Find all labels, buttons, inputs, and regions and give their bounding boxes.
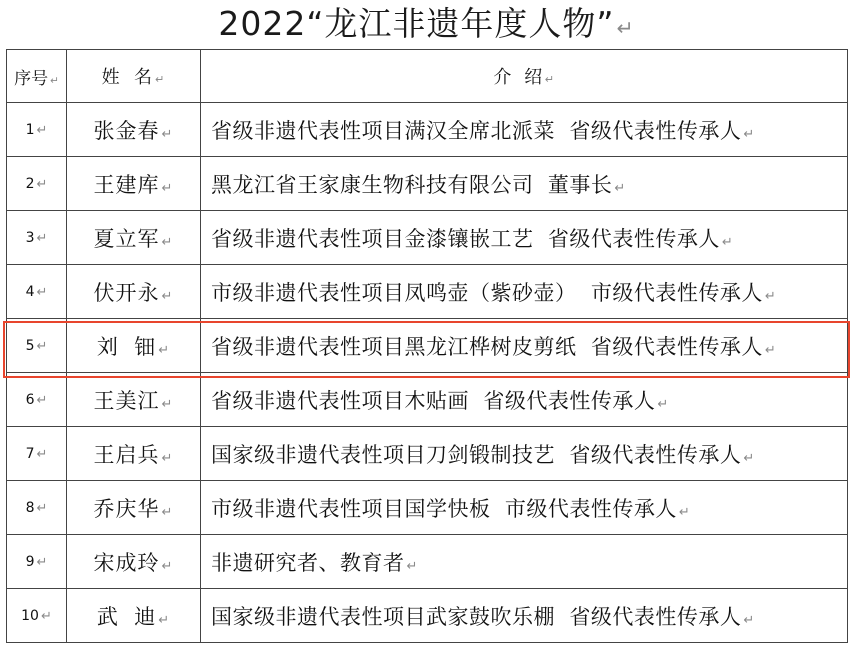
person-name-text: 宋成玲 xyxy=(93,550,160,575)
person-description-text: 省级非遗代表性项目黑龙江桦树皮剪纸 省级代表性传承人 xyxy=(211,334,763,359)
person-description-text: 国家级非遗代表性项目刀剑锻制技艺 省级代表性传承人 xyxy=(211,442,742,467)
header-no-label: 序号 xyxy=(14,68,49,89)
table-row xyxy=(7,211,848,265)
row-number-text: 4 xyxy=(25,283,35,300)
person-name xyxy=(67,427,201,481)
person-name-text: 王启兵 xyxy=(93,442,160,467)
paragraph-mark-icon: ↵ xyxy=(161,234,174,250)
document-title xyxy=(0,2,853,46)
table-row xyxy=(7,265,848,319)
table-body xyxy=(7,103,848,643)
person-description xyxy=(201,157,848,211)
paragraph-mark-icon: ↵ xyxy=(657,396,669,412)
paragraph-mark-icon: ↵ xyxy=(36,446,48,462)
header-name-label: 姓 名 xyxy=(101,67,154,88)
paragraph-mark-icon: ↵ xyxy=(161,126,174,142)
paragraph-mark-icon: ↵ xyxy=(161,288,174,304)
row-number xyxy=(7,427,67,481)
table-row xyxy=(7,481,848,535)
paragraph-mark-icon: ↵ xyxy=(155,73,166,86)
row-number xyxy=(7,103,67,157)
paragraph-mark-icon: ↵ xyxy=(544,73,555,86)
paragraph-mark-icon: ↵ xyxy=(161,504,174,520)
row-number xyxy=(7,265,67,319)
paragraph-mark-icon: ↵ xyxy=(158,342,171,358)
person-name xyxy=(67,481,201,535)
paragraph-mark-icon: ↵ xyxy=(161,396,174,412)
person-name xyxy=(67,157,201,211)
paragraph-mark-icon: ↵ xyxy=(764,342,777,358)
person-description xyxy=(201,373,848,427)
table-row xyxy=(7,535,848,589)
paragraph-mark-icon: ↵ xyxy=(406,558,418,574)
paragraph-mark-icon: ↵ xyxy=(614,180,626,196)
table-row xyxy=(7,103,848,157)
row-number-text: 1 xyxy=(25,121,35,138)
paragraph-mark-icon: ↵ xyxy=(764,288,777,304)
row-number xyxy=(7,211,67,265)
row-number xyxy=(7,157,67,211)
paragraph-mark-icon: ↵ xyxy=(721,234,734,250)
person-name xyxy=(67,589,201,643)
row-number-text: 7 xyxy=(25,445,35,462)
paragraph-mark-icon: ↵ xyxy=(40,608,52,624)
paragraph-mark-icon: ↵ xyxy=(36,122,48,138)
paragraph-mark-icon: ↵ xyxy=(50,74,59,87)
person-description xyxy=(201,481,848,535)
row-number-text: 8 xyxy=(25,499,35,516)
row-number xyxy=(7,319,67,373)
person-name-text: 武 迪 xyxy=(96,604,157,629)
person-description xyxy=(201,265,848,319)
table-row xyxy=(7,319,848,373)
person-description xyxy=(201,103,848,157)
table-row xyxy=(7,157,848,211)
person-name-text: 王美江 xyxy=(93,388,160,413)
person-name-text: 乔庆华 xyxy=(93,496,160,521)
paragraph-mark-icon: ↵ xyxy=(161,558,174,574)
person-description-text: 国家级非遗代表性项目武家鼓吹乐棚 省级代表性传承人 xyxy=(211,604,742,629)
person-description-text: 省级非遗代表性项目满汉全席北派菜 省级代表性传承人 xyxy=(211,118,742,143)
row-number-text: 3 xyxy=(25,229,35,246)
person-name xyxy=(67,319,201,373)
table-row xyxy=(7,373,848,427)
person-name xyxy=(67,211,201,265)
person-description-text: 市级非遗代表性项目国学快板 市级代表性传承人 xyxy=(211,496,677,521)
row-number xyxy=(7,481,67,535)
row-number-text: 2 xyxy=(25,175,35,192)
person-name xyxy=(67,265,201,319)
table-row xyxy=(7,589,848,643)
person-name-text: 刘 钿 xyxy=(96,334,157,359)
person-description xyxy=(201,427,848,481)
paragraph-mark-icon: ↵ xyxy=(36,176,48,192)
person-description-text: 非遗研究者、教育者 xyxy=(211,550,405,575)
header-desc-label: 介 绍 xyxy=(493,67,543,88)
person-description xyxy=(201,535,848,589)
row-number xyxy=(7,535,67,589)
table-header-row xyxy=(7,50,848,103)
paragraph-mark-icon: ↵ xyxy=(743,612,755,628)
paragraph-mark-icon: ↵ xyxy=(36,554,48,570)
person-name xyxy=(67,535,201,589)
row-number xyxy=(7,589,67,643)
paragraph-mark-icon: ↵ xyxy=(36,392,48,408)
person-name-text: 夏立军 xyxy=(93,226,160,251)
person-name-text: 伏开永 xyxy=(93,280,160,305)
row-number-text: 5 xyxy=(25,337,35,354)
paragraph-mark-icon: ↵ xyxy=(743,450,755,466)
person-name xyxy=(67,103,201,157)
person-description-text: 省级非遗代表性项目金漆镶嵌工艺 省级代表性传承人 xyxy=(211,226,720,251)
person-description xyxy=(201,589,848,643)
header-desc xyxy=(201,50,848,103)
table-row xyxy=(7,427,848,481)
person-name xyxy=(67,373,201,427)
paragraph-mark-icon: ↵ xyxy=(36,338,48,354)
row-number-text: 6 xyxy=(25,391,35,408)
person-description xyxy=(201,211,848,265)
paragraph-mark-icon: ↵ xyxy=(36,284,48,300)
paragraph-mark-icon: ↵ xyxy=(161,180,174,196)
person-description xyxy=(201,319,848,373)
person-description-text: 黑龙江省王家康生物科技有限公司 董事长 xyxy=(211,172,613,197)
row-number xyxy=(7,373,67,427)
title-text: 2022“龙江非遗年度人物” xyxy=(218,4,615,43)
paragraph-mark-icon: ↵ xyxy=(161,450,174,466)
person-name-text: 王建库 xyxy=(93,172,160,197)
paragraph-mark-icon: ↵ xyxy=(158,612,171,628)
row-number-text: 9 xyxy=(25,553,35,570)
paragraph-mark-icon: ↵ xyxy=(743,126,755,142)
header-no xyxy=(7,50,67,103)
paragraph-mark-icon: ↵ xyxy=(36,500,48,516)
honorees-table xyxy=(6,49,848,643)
row-number-text: 10 xyxy=(21,607,39,624)
paragraph-mark-icon: ↵ xyxy=(616,16,635,40)
paragraph-mark-icon: ↵ xyxy=(678,504,691,520)
person-description-text: 省级非遗代表性项目木贴画 省级代表性传承人 xyxy=(211,388,656,413)
person-name-text: 张金春 xyxy=(93,118,160,143)
paragraph-mark-icon: ↵ xyxy=(36,230,48,246)
header-name xyxy=(67,50,201,103)
person-description-text: 市级非遗代表性项目凤鸣壶（紫砂壶） 市级代表性传承人 xyxy=(211,280,763,305)
